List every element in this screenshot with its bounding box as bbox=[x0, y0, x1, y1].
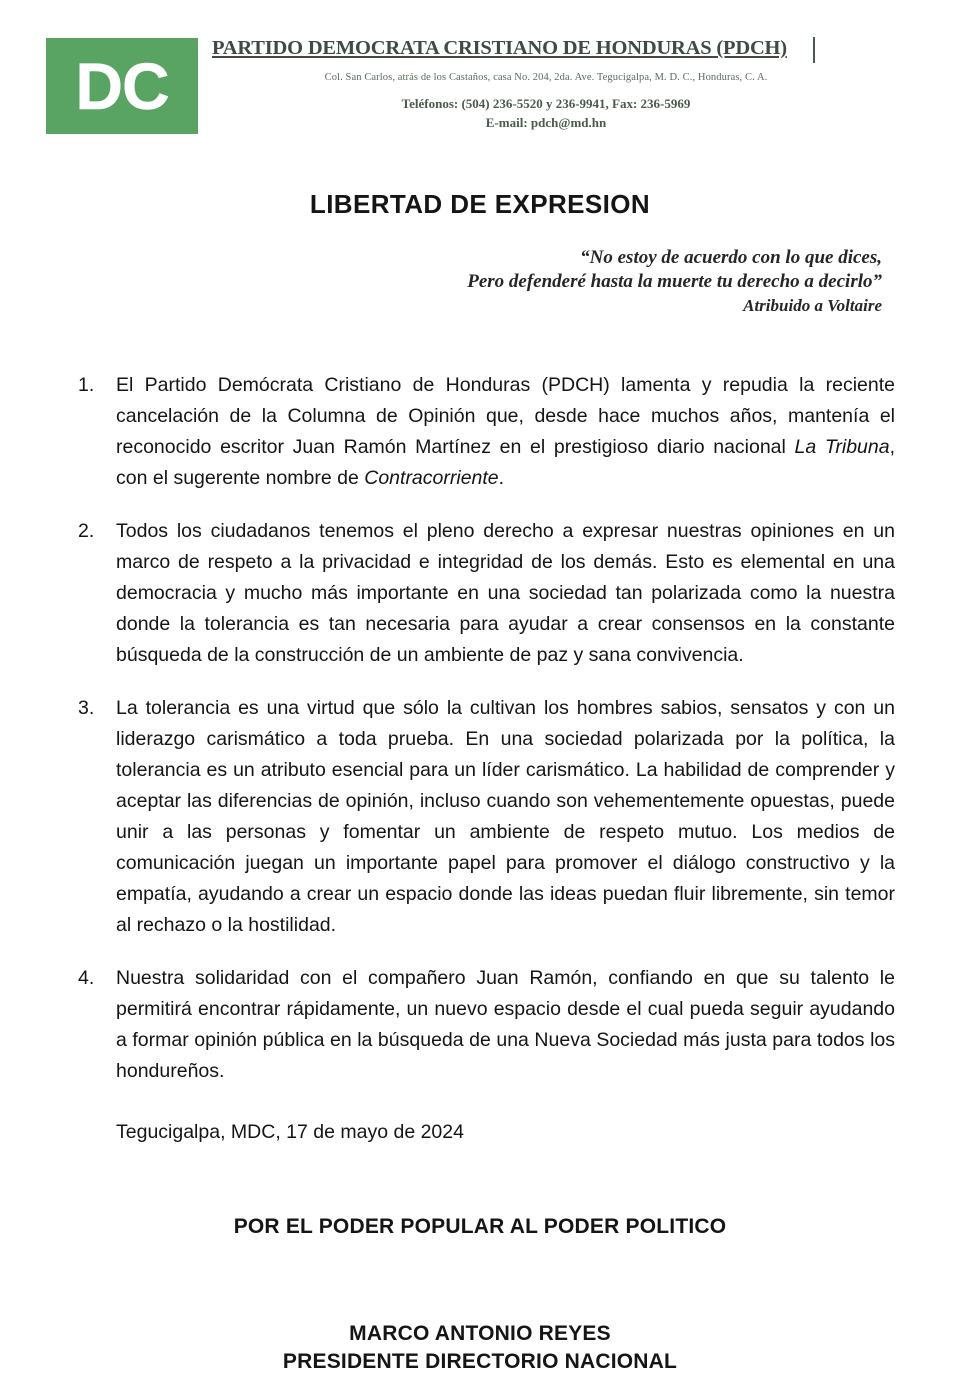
letterhead bbox=[0, 0, 960, 134]
list-item-text bbox=[116, 370, 895, 494]
quote-line-1: “No estoy de acuerdo con lo que dices, bbox=[580, 247, 882, 268]
item-text-segment: . bbox=[498, 467, 505, 489]
list-item-number: 2. bbox=[78, 520, 95, 542]
party-logo-text: DC bbox=[75, 49, 169, 123]
item-text-segment: , con el sugerente nombre de bbox=[116, 436, 895, 489]
quote-attribution: Atribuido a Voltaire bbox=[743, 296, 882, 315]
organization-phones: Teléfonos: (504) 236-5520 y 236-9941, Fax: 236-5969 bbox=[401, 96, 691, 111]
list-item bbox=[78, 516, 895, 671]
item-text-segment: El Partido Demócrata Cristiano de Honduras (PDCH) lamenta y repudia la reciente cancelación de la Columna de Opinión que, desde hace muchos años, mantenía el reconocido escritor Juan Ramón Martínez en el prestigioso diario nacional bbox=[116, 374, 895, 458]
list-item-text: Todos los ciudadanos tenemos el pleno derecho a expresar nuestras opiniones en un marco de respeto a la privacidad e integridad de los demás. Esto es elemental en una democracia y mucho más importante en una sociedad tan polarizada como la nuestra donde la tolerancia es tan necesaria para ayudar a crear consensos en la constante búsqueda de la construcción de un ambiente de paz y sana convivencia. bbox=[116, 520, 895, 666]
item-italic-segment: La Tribuna bbox=[794, 436, 890, 458]
signer-role: PRESIDENTE DIRECTORIO NACIONAL bbox=[282, 1350, 678, 1373]
item-italic-segment: Contracorriente bbox=[364, 467, 499, 489]
party-slogan: POR EL PODER POPULAR AL PODER POLITICO bbox=[233, 1215, 727, 1238]
list-item bbox=[78, 963, 895, 1087]
list-item-text: Nuestra solidaridad con el compañero Juan Ramón, confiando en que su talento le permitirá encontrar rápidamente, un nuevo espacio desde el cual pueda seguir ayudando a formar opinión pública en la búsqueda de una Nueva Sociedad más justa para todos los hondureños. bbox=[116, 967, 895, 1082]
list-item bbox=[78, 370, 895, 494]
document-title: LIBERTAD DE EXPRESION bbox=[309, 189, 651, 219]
organization-name: PARTIDO DEMOCRATA CRISTIANO DE HONDURAS (PDCH) bbox=[212, 37, 787, 59]
quote-line-2: Pero defenderé hasta la muerte tu derecho a decirlo” bbox=[467, 271, 882, 292]
list-item-number: 4. bbox=[78, 967, 95, 989]
signature-block bbox=[0, 1320, 960, 1376]
party-logo bbox=[46, 38, 198, 134]
list-item-number: 3. bbox=[78, 697, 95, 719]
organization-email: E-mail: pdch@md.hn bbox=[485, 115, 607, 130]
list-item bbox=[78, 693, 895, 941]
numbered-statement-list bbox=[78, 370, 895, 1087]
vertical-rule-mark bbox=[813, 37, 815, 63]
organization-name-row bbox=[212, 36, 920, 63]
list-item-text: La tolerancia es una virtud que sólo la cultivan los hombres sabios, sensatos y con un liderazgo carismático a toda prueba. En una sociedad polarizada por la política, la tolerancia es un atributo esencial para un líder carismático. La habilidad de comprender y aceptar las diferencias de opinión, incluso cuando son vehementemente opuestas, puede unir a las personas y fomentar un ambiente de respeto mutuo. Los medios de comunicación juegan un importante papel para promover el diálogo constructivo y la empatía, ayudando a crear un espacio donde las ideas puedan fluir libremente, sin temor al rechazo o la hostilidad. bbox=[116, 697, 895, 936]
date-line: Tegucigalpa, MDC, 17 de mayo de 2024 bbox=[116, 1121, 464, 1143]
list-item-number: 1. bbox=[78, 374, 95, 396]
organization-header bbox=[198, 36, 920, 132]
organization-address: Col. San Carlos, atrás de los Castaños, casa No. 204, 2da. Ave. Tegucigalpa, M. D. C., Honduras, C. A. bbox=[324, 72, 768, 83]
signer-name: MARCO ANTONIO REYES bbox=[349, 1322, 611, 1345]
epigraph-quote bbox=[0, 246, 960, 318]
